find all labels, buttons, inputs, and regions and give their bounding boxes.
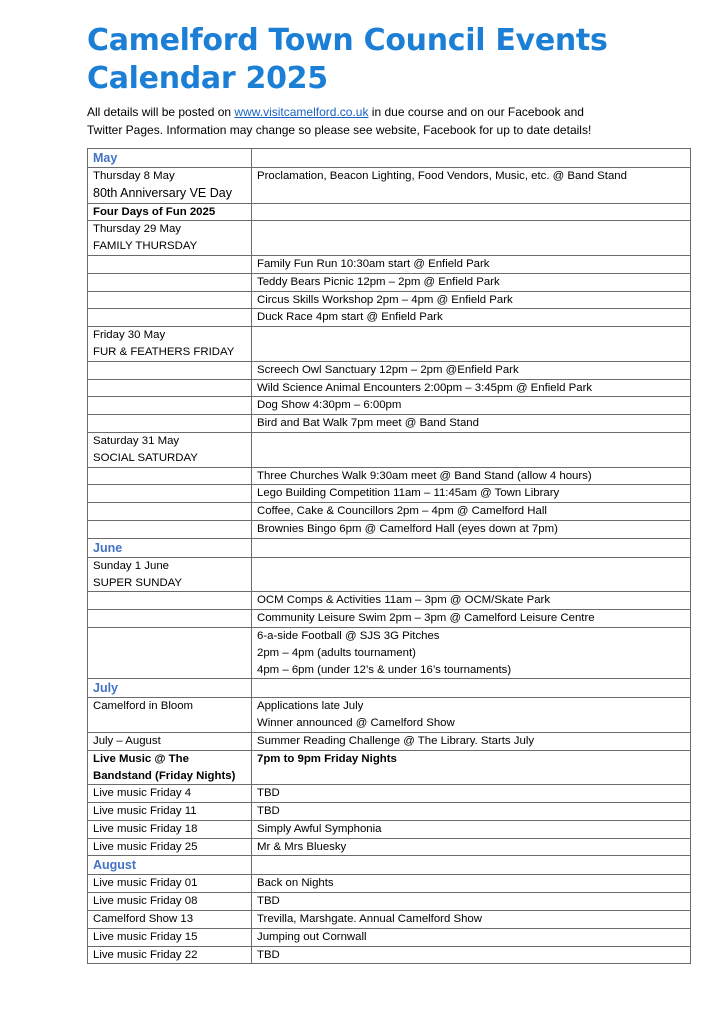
event-row [88, 503, 691, 521]
event-detail-text: Coffee, Cake & Councillors 2pm – 4pm @ Camelford Hall [257, 505, 547, 518]
event-date-cell [88, 203, 252, 221]
event-detail-text: 6-a-side Football @ SJS 3G Pitches [257, 629, 440, 642]
event-row [88, 610, 691, 628]
event-row [88, 732, 691, 750]
event-date-cell [88, 291, 252, 309]
event-row [88, 893, 691, 911]
event-detail-cell [252, 785, 691, 803]
event-date-text: Thursday 29 May [93, 223, 181, 236]
event-detail-cell [252, 520, 691, 538]
event-detail-cell [252, 467, 691, 485]
intro-suffix: in due course and on our Facebook and [368, 105, 584, 119]
event-row [88, 221, 691, 256]
event-detail-cell [252, 698, 691, 733]
event-detail-cell [252, 361, 691, 379]
event-detail-cell [252, 946, 691, 964]
event-date-text: Bandstand (Friday Nights) [93, 769, 236, 782]
event-date-text: Live music Friday 01 [93, 877, 198, 890]
event-detail-text: Wild Science Animal Encounters 2:00pm – 3:45pm @ Enfield Park [257, 381, 593, 394]
event-detail-cell [252, 503, 691, 521]
month-heading-row [88, 679, 691, 698]
event-detail-text: Mr & Mrs Bluesky [257, 840, 347, 853]
event-detail-text: Back on Nights [257, 877, 334, 890]
event-detail-text: Lego Building Competition 11am – 11:45am @ Town Library [257, 487, 560, 500]
event-date-cell [88, 221, 252, 256]
event-date-text: Four Days of Fun 2025 [93, 205, 216, 218]
event-row [88, 820, 691, 838]
event-detail-cell [252, 610, 691, 628]
event-date-cell [88, 785, 252, 803]
event-date-cell [88, 820, 252, 838]
event-detail-text: TBD [257, 805, 280, 818]
event-date-cell [88, 610, 252, 628]
event-detail-cell [252, 485, 691, 503]
event-row [88, 467, 691, 485]
event-date-cell [88, 893, 252, 911]
event-row [88, 750, 691, 785]
event-date-cell [88, 503, 252, 521]
event-date-cell [88, 327, 252, 362]
event-date-cell [88, 946, 252, 964]
intro-line-2: Twitter Pages. Information may change so please see website, Facebook for up to date details! [87, 123, 592, 137]
event-row [88, 203, 691, 221]
event-date-cell [88, 415, 252, 433]
event-row [88, 698, 691, 733]
event-date-text: Live music Friday 18 [93, 822, 198, 835]
event-date-cell [88, 750, 252, 785]
event-date-cell [88, 803, 252, 821]
event-row [88, 327, 691, 362]
event-date-text: Live music Friday 4 [93, 787, 192, 800]
event-row [88, 415, 691, 433]
event-detail-cell [252, 592, 691, 610]
event-date-cell [88, 168, 252, 204]
event-detail-cell [252, 911, 691, 929]
event-date-cell [88, 397, 252, 415]
event-detail-cell [252, 750, 691, 785]
event-row [88, 875, 691, 893]
event-date-text: Live music Friday 11 [93, 805, 197, 818]
month-heading-row [88, 856, 691, 875]
event-row [88, 432, 691, 467]
empty-cell [252, 538, 691, 557]
event-detail-cell [252, 255, 691, 273]
event-detail-cell [252, 432, 691, 467]
event-date-text: SUPER SUNDAY [93, 576, 183, 589]
event-date-cell [88, 432, 252, 467]
event-detail-cell [252, 732, 691, 750]
event-detail-text: Family Fun Run 10:30am start @ Enfield Park [257, 257, 490, 270]
event-row [88, 520, 691, 538]
event-detail-text: Jumping out Cornwall [257, 930, 367, 943]
event-date-text: Camelford in Bloom [93, 700, 194, 713]
website-link[interactable]: www.visitcamelford.co.uk [234, 105, 369, 119]
event-detail-cell [252, 168, 691, 204]
event-detail-cell [252, 415, 691, 433]
event-date-cell [88, 467, 252, 485]
event-detail-text: Simply Awful Symphonia [257, 822, 382, 835]
event-date-text: SOCIAL SATURDAY [93, 451, 198, 464]
event-detail-text: Winner announced @ Camelford Show [257, 717, 455, 730]
event-row [88, 361, 691, 379]
empty-cell [252, 149, 691, 168]
month-heading-row [88, 149, 691, 168]
event-detail-cell [252, 557, 691, 592]
event-date-text: Live music Friday 22 [93, 948, 198, 961]
event-date-cell [88, 698, 252, 733]
title-line-2: Calendar 2025 [87, 61, 328, 96]
event-date-cell [88, 838, 252, 856]
event-row [88, 168, 691, 204]
event-row [88, 592, 691, 610]
month-heading: May [88, 149, 252, 168]
event-date-text: Live music Friday 15 [93, 930, 198, 943]
event-detail-text: Duck Race 4pm start @ Enfield Park [257, 311, 443, 324]
event-row [88, 911, 691, 929]
event-detail-text: 7pm to 9pm Friday Nights [257, 752, 397, 765]
event-date-text: Live music Friday 08 [93, 895, 198, 908]
event-date-cell [88, 361, 252, 379]
event-detail-text: 2pm – 4pm (adults tournament) [257, 646, 416, 659]
event-date-text: Camelford Show 13 [93, 913, 194, 926]
event-date-cell [88, 309, 252, 327]
event-row [88, 255, 691, 273]
event-detail-cell [252, 397, 691, 415]
event-detail-cell [252, 291, 691, 309]
event-row [88, 627, 691, 678]
event-detail-text: Community Leisure Swim 2pm – 3pm @ Camelford Leisure Centre [257, 612, 595, 625]
event-detail-cell [252, 273, 691, 291]
month-heading: August [88, 856, 252, 875]
event-row [88, 291, 691, 309]
event-date-text: Friday 30 May [93, 329, 166, 342]
event-date-cell [88, 732, 252, 750]
event-detail-cell [252, 893, 691, 911]
event-row [88, 946, 691, 964]
events-table [87, 148, 691, 964]
event-row [88, 397, 691, 415]
event-row [88, 557, 691, 592]
event-date-text: Live Music @ The [93, 752, 189, 765]
event-date-cell [88, 911, 252, 929]
event-detail-cell [252, 627, 691, 678]
event-detail-text: Three Churches Walk 9:30am meet @ Band Stand (allow 4 hours) [257, 469, 592, 482]
event-date-cell [88, 273, 252, 291]
event-date-cell [88, 557, 252, 592]
event-date-cell [88, 875, 252, 893]
event-date-text: FAMILY THURSDAY [93, 240, 198, 253]
event-detail-text: Applications late July [257, 700, 364, 713]
empty-cell [252, 856, 691, 875]
month-heading: July [88, 679, 252, 698]
event-detail-text: Dog Show 4:30pm – 6:00pm [257, 399, 402, 412]
event-detail-cell [252, 803, 691, 821]
event-detail-cell [252, 221, 691, 256]
event-detail-cell [252, 928, 691, 946]
event-row [88, 803, 691, 821]
event-detail-cell [252, 379, 691, 397]
event-date-cell [88, 255, 252, 273]
event-row [88, 379, 691, 397]
page-title [87, 22, 687, 98]
event-detail-text: Circus Skills Workshop 2pm – 4pm @ Enfield Park [257, 293, 513, 306]
event-detail-text: Teddy Bears Picnic 12pm – 2pm @ Enfield Park [257, 275, 500, 288]
event-row [88, 309, 691, 327]
event-date-cell [88, 592, 252, 610]
event-detail-text: Screech Owl Sanctuary 12pm – 2pm @Enfield Park [257, 363, 519, 376]
event-detail-cell [252, 875, 691, 893]
event-detail-text: Summer Reading Challenge @ The Library. Starts July [257, 734, 535, 747]
event-date-cell [88, 520, 252, 538]
event-detail-text: Brownies Bingo 6pm @ Camelford Hall (eyes down at 7pm) [257, 522, 558, 535]
event-date-text: FUR & FEATHERS FRIDAY [93, 345, 235, 358]
event-row [88, 838, 691, 856]
intro-prefix: All details will be posted on [87, 105, 235, 119]
event-detail-text: 4pm – 6pm (under 12’s & under 16’s tournaments) [257, 663, 512, 676]
events-table-body [88, 149, 691, 964]
event-detail-text: Proclamation, Beacon Lighting, Food Vendors, Music, etc. @ Band Stand [257, 170, 627, 182]
empty-cell [252, 679, 691, 698]
event-date-cell [88, 379, 252, 397]
event-row [88, 273, 691, 291]
event-date-text: Sunday 1 June [93, 559, 169, 572]
month-heading-row [88, 538, 691, 557]
event-detail-text: Trevilla, Marshgate. Annual Camelford Show [257, 913, 482, 926]
event-detail-text: OCM Comps & Activities 11am – 3pm @ OCM/Skate Park [257, 594, 551, 607]
intro-paragraph [87, 103, 697, 139]
event-detail-text: TBD [257, 895, 280, 908]
event-date-text: Thursday 8 May [93, 170, 175, 182]
event-date-text: Saturday 31 May [93, 434, 180, 447]
event-detail-cell [252, 838, 691, 856]
event-date-cell [88, 928, 252, 946]
event-detail-cell [252, 203, 691, 221]
event-detail-text: TBD [257, 948, 280, 961]
event-date-text: Live music Friday 25 [93, 840, 198, 853]
event-detail-text: TBD [257, 787, 280, 800]
event-row [88, 785, 691, 803]
event-detail-text: Bird and Bat Walk 7pm meet @ Band Stand [257, 417, 479, 430]
event-date-text: 80th Anniversary VE Day [93, 185, 232, 200]
title-line-1: Camelford Town Council Events [87, 23, 608, 58]
event-row [88, 485, 691, 503]
event-row [88, 928, 691, 946]
event-date-cell [88, 485, 252, 503]
event-detail-cell [252, 820, 691, 838]
event-detail-cell [252, 309, 691, 327]
event-date-cell [88, 627, 252, 678]
event-date-text: July – August [93, 734, 161, 747]
event-detail-cell [252, 327, 691, 362]
month-heading: June [88, 538, 252, 557]
